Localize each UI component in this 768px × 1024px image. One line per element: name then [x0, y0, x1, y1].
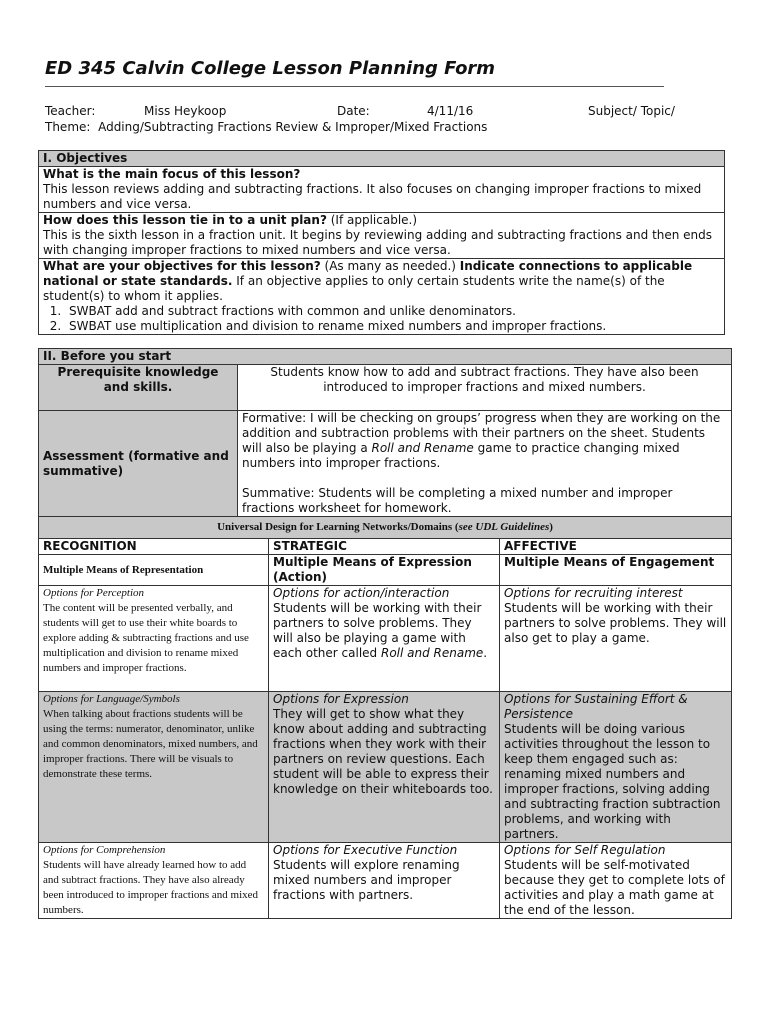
standards-instruction: Indicate connections to applicable national or state standards.	[43, 259, 693, 288]
executive-function-title: Options for Executive Function	[273, 843, 458, 857]
action-game-name: Roll and Rename	[380, 646, 484, 660]
sustaining-effort-text: Students will be doing various activities throughout the lesson to keep them engaged such as: renaming mixed numbers and improper fractions, solving adding and subtracting fraction subtraction problems, and working with partners.	[504, 722, 721, 841]
expression-title: Options for Expression	[273, 692, 409, 706]
prerequisite-text: Students know how to add and subtract fractions. They have also been introduced to improper fractions and mixed numbers.	[238, 365, 732, 411]
date-value: 4/11/16	[427, 104, 474, 118]
language-symbols-title: Options for Language/Symbols	[43, 693, 180, 705]
sustaining-effort-title: Options for Sustaining Effort & Persistence	[504, 692, 688, 721]
self-regulation-text: Students will be self-motivated because they get to complete lots of activities and play a math game at the end of the lesson.	[504, 858, 725, 917]
action-cell	[269, 586, 500, 692]
assessment-label: Assessment (formative and summative)	[39, 411, 238, 517]
objectives-list-cell	[39, 259, 725, 335]
executive-function-cell	[269, 843, 500, 919]
recruiting-interest-text: Students will be working with their partners to solve problems. They will also get to play a game.	[504, 601, 727, 645]
perception-cell	[39, 586, 269, 692]
theme-value: Adding/Subtracting Fractions Review & Improper/Mixed Fractions	[98, 120, 488, 134]
theme-label: Theme:	[45, 120, 91, 134]
title-underline	[45, 86, 664, 87]
udl-table	[38, 538, 732, 919]
unit-plan-note: (If applicable.)	[326, 213, 418, 227]
objectives-question-text: What are your objectives for this lesson?	[43, 259, 321, 273]
perception-text: The content will be presented verbally, and students will get to use their white boards to explore adding & subtracting fractions and use multiplication and division to rename mixed numbers and improper fractions.	[43, 602, 249, 674]
action-text-a: Students will be working with their partners to solve problems. They will also be playing a game with each other called	[273, 601, 482, 660]
expression-cell	[269, 692, 500, 843]
formative-part-b: game to practice changing mixed numbers into improper fractions.	[242, 441, 680, 470]
assessment-cell	[238, 411, 732, 517]
objectives-list	[43, 304, 720, 334]
expression-header: Multiple Means of Expression (Action)	[269, 555, 500, 586]
objectives-note: (As many as needed.)	[320, 259, 460, 273]
teacher-value: Miss Heykoop	[144, 104, 227, 118]
objective-item: 2. SWBAT use multiplication and division to rename mixed numbers and improper fractions.	[65, 319, 720, 334]
udl-guidelines-link[interactable]: see UDL Guidelines	[458, 521, 550, 533]
expression-text: They will get to show what they know about adding and subtracting fractions when they work with their partners on review questions. Each student will be able to express their knowledge on their whiteboards too.	[273, 707, 493, 796]
recruiting-interest-cell	[500, 586, 732, 692]
affective-header: AFFECTIVE	[500, 539, 732, 555]
representation-header: Multiple Means of Representation	[39, 555, 269, 586]
strategic-header: STRATEGIC	[269, 539, 500, 555]
objectives-instruction-rest: If an objective applies to only certain students write the name(s) of the student(s) to whom it applies.	[43, 274, 665, 303]
comprehension-cell	[39, 843, 269, 919]
sustaining-effort-cell	[500, 692, 732, 843]
unit-plan-answer: This is the sixth lesson in a fraction unit. It begins by reviewing adding and subtracting fractions and then ends with changing improper fractions to mixed numbers and vice versa.	[43, 228, 713, 257]
objectives-table	[38, 150, 725, 335]
objective-item: 1. SWBAT add and subtract fractions with common and unlike denominators.	[65, 304, 720, 319]
recognition-header: RECOGNITION	[39, 539, 269, 555]
self-regulation-title: Options for Self Regulation	[504, 843, 666, 857]
summative-text: Summative: Students will be completing a mixed number and improper fractions worksheet for homework.	[242, 486, 673, 515]
language-symbols-cell	[39, 692, 269, 843]
theme-line	[45, 120, 487, 135]
formative-text	[242, 411, 727, 471]
unit-plan-question-text: How does this lesson tie in to a unit plan?	[43, 213, 327, 227]
unit-plan-question	[43, 213, 720, 228]
comprehension-text: Students will have already learned how to add and subtract fractions. They have also already been introduced to improper fractions and mixed numbers.	[43, 859, 259, 916]
udl-header-text: Universal Design for Learning Networks/Domains (	[217, 521, 459, 533]
page-title: ED 345 Calvin College Lesson Planning Form	[45, 58, 496, 79]
executive-function-text: Students will explore renaming mixed numbers and improper fractions with partners.	[273, 858, 460, 902]
action-text	[273, 601, 495, 661]
formative-game-name: Roll and Rename	[371, 441, 474, 455]
udl-header	[39, 517, 732, 539]
action-title: Options for action/interaction	[273, 586, 450, 600]
before-you-start-header: II. Before you start	[39, 349, 732, 365]
main-focus-question: What is the main focus of this lesson?	[43, 167, 301, 181]
prerequisite-label: Prerequisite knowledge and skills.	[39, 365, 238, 411]
subject-label: Subject/ Topic/	[588, 104, 675, 118]
before-you-start-table	[38, 348, 732, 539]
formative-part-a: Formative: I will be checking on groups’ progress when they are working on the addition and subtraction problems with their partners on the sheet. Students will also be playing a	[242, 411, 721, 455]
self-regulation-cell	[500, 843, 732, 919]
main-focus-answer: This lesson reviews adding and subtracting fractions. It also focuses on changing improper fractions to mixed numbers and vice versa.	[43, 182, 702, 211]
engagement-header: Multiple Means of Engagement	[500, 555, 732, 586]
objectives-question	[43, 259, 720, 304]
main-focus-cell	[39, 167, 725, 213]
language-symbols-text: When talking about fractions students will be using the terms: numerator, denominator, unlike and common denominators, mixed numbers, and improper fractions. There will be visuals to demonstrate these terms.	[43, 708, 258, 780]
action-text-b: .	[483, 646, 488, 660]
objectives-header: I. Objectives	[39, 151, 725, 167]
udl-header-close: )	[549, 521, 553, 533]
unit-plan-cell	[39, 213, 725, 259]
date-label: Date:	[337, 104, 370, 118]
perception-title: Options for Perception	[43, 587, 145, 599]
teacher-label: Teacher:	[45, 104, 96, 118]
comprehension-title: Options for Comprehension	[43, 844, 166, 856]
recruiting-interest-title: Options for recruiting interest	[504, 586, 683, 600]
